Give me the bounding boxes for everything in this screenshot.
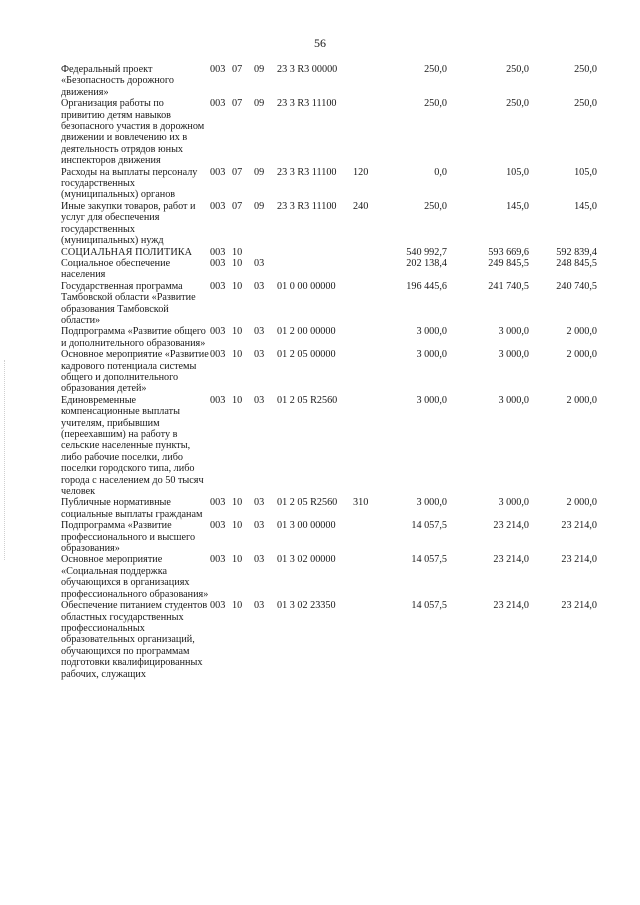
row-subsection: 03 [254, 520, 265, 532]
row-subsection: 03 [254, 280, 265, 292]
table-row [61, 554, 621, 600]
row-name: Подпрограмма «Развитие общего и дополнительного образования» [61, 326, 206, 349]
row-amount-year1: 0,0 [434, 166, 447, 178]
row-section: 07 [232, 200, 243, 212]
row-amount-year1: 14 057,5 [411, 520, 447, 532]
row-expense-type: 310 [353, 497, 369, 509]
row-amount-year1: 202 138,4 [406, 257, 447, 269]
table-row [61, 395, 621, 498]
row-amount-year1: 14 057,5 [411, 600, 447, 612]
row-target-article: 01 3 02 00000 [277, 554, 336, 566]
row-amount-year1: 250,0 [424, 200, 447, 212]
row-name: Публичные нормативные социальные выплаты гражданам [61, 497, 203, 520]
row-expense-type: 240 [353, 200, 369, 212]
row-target-article: 23 3 R3 11100 [277, 166, 337, 178]
row-target-article: 23 3 R3 11100 [277, 98, 337, 110]
row-subsection: 09 [254, 200, 265, 212]
row-amount-year1: 3 000,0 [416, 394, 447, 406]
row-section: 10 [232, 280, 243, 292]
row-section: 10 [232, 554, 243, 566]
table-row [61, 600, 621, 680]
row-amount-year2: 241 740,5 [488, 280, 529, 292]
table-row [61, 258, 621, 281]
table-row [61, 349, 621, 395]
row-amount-year2: 250,0 [506, 98, 529, 110]
table-row [61, 201, 621, 247]
row-amount-year1: 250,0 [424, 64, 447, 75]
row-subsection: 09 [254, 166, 265, 178]
table-row [61, 247, 621, 258]
row-amount-year2: 593 669,6 [488, 246, 529, 258]
row-target-article: 01 2 00 00000 [277, 326, 336, 338]
row-subsection: 09 [254, 64, 265, 75]
row-amount-year3: 2 000,0 [566, 326, 597, 338]
row-name: Основное мероприятие «Социальная поддержка обучающихся в организациях профессионального образования» [61, 554, 209, 600]
row-name: Государственная программа Тамбовской области «Развитие образования Тамбовской области» [61, 280, 196, 326]
row-name: Федеральный проект «Безопасность дорожного движения» [61, 64, 174, 98]
row-subsection: 09 [254, 98, 265, 110]
row-amount-year3: 2 000,0 [566, 394, 597, 406]
row-amount-year2: 23 214,0 [493, 520, 529, 532]
row-amount-year2: 250,0 [506, 64, 529, 75]
row-target-article: 23 3 R3 00000 [277, 64, 338, 75]
table-row [61, 520, 621, 554]
row-amount-year3: 23 214,0 [561, 600, 597, 612]
row-section: 10 [232, 600, 243, 612]
row-admin-code: 003 [210, 246, 226, 258]
row-admin-code: 003 [210, 200, 226, 212]
row-name: Подпрограмма «Развитие профессионального и высшего образования» [61, 520, 196, 555]
row-amount-year3: 145,0 [574, 200, 597, 212]
row-amount-year3: 250,0 [574, 64, 597, 75]
row-admin-code: 003 [210, 600, 226, 612]
row-amount-year1: 540 992,7 [406, 246, 447, 258]
row-section: 10 [232, 520, 243, 532]
row-amount-year2: 23 214,0 [493, 600, 529, 612]
row-amount-year3: 23 214,0 [561, 554, 597, 566]
row-name: Обеспечение питанием студентов областных государственных профессиональных образовательных организаций, обучающихся по программам подготовки квалифицированных рабочих, служащих [61, 600, 208, 680]
row-amount-year2: 3 000,0 [498, 497, 529, 509]
table-row [61, 497, 621, 520]
row-amount-year3: 23 214,0 [561, 520, 597, 532]
table-row [61, 98, 621, 166]
table-row [61, 281, 621, 327]
row-amount-year3: 240 740,5 [556, 280, 597, 292]
row-section: 07 [232, 64, 243, 75]
row-admin-code: 003 [210, 280, 226, 292]
row-section: 10 [232, 246, 243, 258]
row-target-article: 01 2 05 R2560 [277, 394, 338, 406]
row-name: СОЦИАЛЬНАЯ ПОЛИТИКА [61, 246, 193, 258]
row-amount-year3: 2 000,0 [566, 349, 597, 361]
row-subsection: 03 [254, 497, 265, 509]
row-amount-year1: 3 000,0 [416, 349, 447, 361]
row-target-article: 01 2 05 00000 [277, 349, 336, 361]
table-row [61, 326, 621, 349]
row-amount-year1: 3 000,0 [416, 497, 447, 509]
row-amount-year3: 2 000,0 [566, 497, 597, 509]
row-amount-year2: 23 214,0 [493, 554, 529, 566]
row-amount-year3: 592 839,4 [556, 246, 597, 258]
row-expense-type: 120 [353, 166, 369, 178]
row-name: Иные закупки товаров, работ и услуг для обеспечения государственных (муниципальных) нужд [61, 200, 196, 247]
row-amount-year2: 249 845,5 [488, 257, 529, 269]
page-number: 56 [314, 36, 326, 50]
row-section: 10 [232, 326, 243, 338]
row-subsection: 03 [254, 257, 265, 269]
row-admin-code: 003 [210, 98, 226, 110]
row-admin-code: 003 [210, 520, 226, 532]
row-name: Социальное обеспечение населения [61, 257, 171, 281]
row-amount-year1: 14 057,5 [411, 554, 447, 566]
table-row [61, 64, 621, 98]
row-section: 10 [232, 497, 243, 509]
row-amount-year2: 3 000,0 [498, 326, 529, 338]
scan-edge-mark [4, 360, 8, 560]
row-section: 10 [232, 349, 243, 361]
row-target-article: 01 3 02 23350 [277, 600, 336, 612]
row-target-article: 01 0 00 00000 [277, 280, 336, 292]
row-admin-code: 003 [210, 166, 226, 178]
row-subsection: 03 [254, 600, 265, 612]
row-subsection: 03 [254, 326, 265, 338]
row-amount-year1: 196 445,6 [406, 280, 447, 292]
row-admin-code: 003 [210, 257, 226, 269]
row-amount-year3: 248 845,5 [556, 257, 597, 269]
row-subsection: 03 [254, 394, 265, 406]
table-row [61, 167, 621, 201]
row-amount-year2: 105,0 [506, 166, 529, 178]
row-target-article: 23 3 R3 11100 [277, 200, 337, 212]
budget-table [61, 64, 621, 680]
row-admin-code: 003 [210, 394, 226, 406]
row-admin-code: 003 [210, 497, 226, 509]
row-name: Единовременные компенсационные выплаты учителям, прибывшим (переехавшим) на работу в сельские населенные пункты, либо рабочие поселки, либо поселки городского типа, либо города с населением до 50 тысяч человек [61, 394, 204, 498]
row-section: 10 [232, 394, 243, 406]
row-name: Организация работы по привитию детям навыков безопасного участия в дорожном движении и вовлечению их в деятельность отрядов юных инспекторов движения [61, 98, 205, 167]
row-amount-year3: 250,0 [574, 98, 597, 110]
row-amount-year2: 145,0 [506, 200, 529, 212]
row-section: 07 [232, 98, 243, 110]
row-name: Расходы на выплаты персоналу государственных (муниципальных) органов [61, 166, 198, 201]
row-section: 10 [232, 257, 243, 269]
row-admin-code: 003 [210, 326, 226, 338]
row-admin-code: 003 [210, 554, 226, 566]
row-target-article: 01 2 05 R2560 [277, 497, 338, 509]
row-amount-year1: 3 000,0 [416, 326, 447, 338]
row-amount-year2: 3 000,0 [498, 349, 529, 361]
row-subsection: 03 [254, 349, 265, 361]
row-admin-code: 003 [210, 64, 226, 75]
row-amount-year3: 105,0 [574, 166, 597, 178]
row-target-article: 01 3 00 00000 [277, 520, 336, 532]
row-name: Основное мероприятие «Развитие кадрового потенциала системы общего и дополнительного образования детей» [61, 349, 209, 395]
row-section: 07 [232, 166, 243, 178]
row-amount-year1: 250,0 [424, 98, 447, 110]
row-amount-year2: 3 000,0 [498, 394, 529, 406]
row-admin-code: 003 [210, 349, 226, 361]
row-subsection: 03 [254, 554, 265, 566]
